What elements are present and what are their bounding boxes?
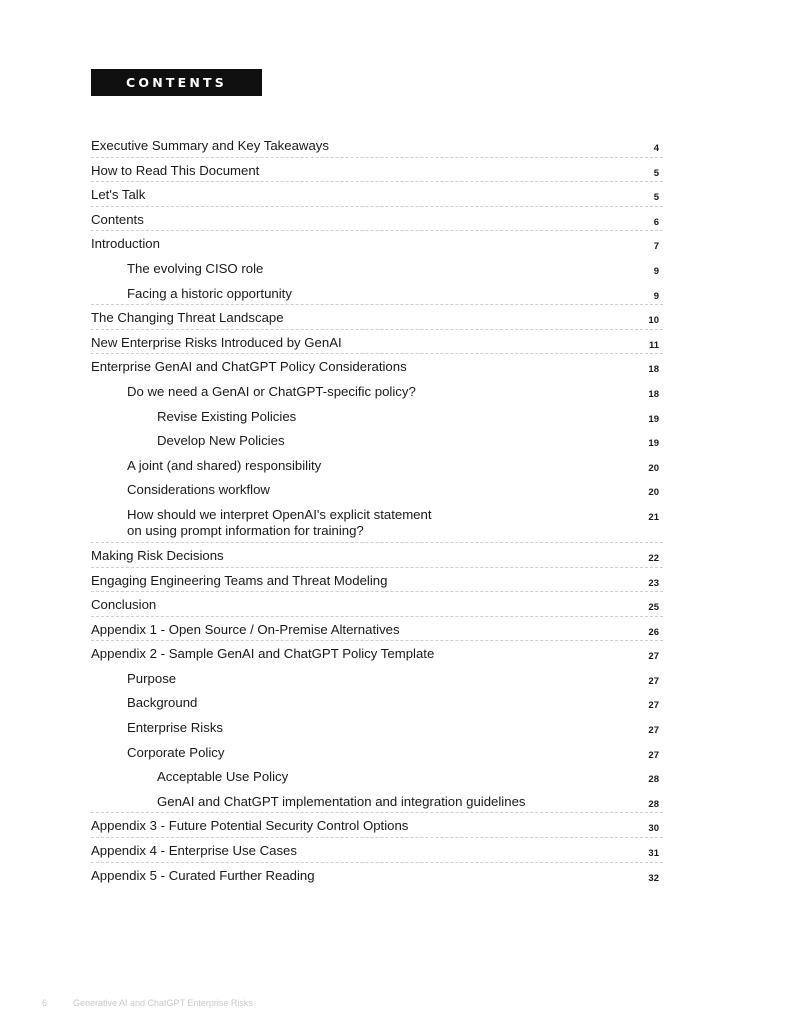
toc-entry-title: Let's Talk [91,187,146,203]
toc-entry-page: 32 [648,872,659,884]
toc-entry-page: 27 [648,700,659,712]
toc-entry-page: 27 [648,651,659,663]
toc-entry-title: Develop New Policies [157,433,285,449]
toc-entry-title: Appendix 4 - Enterprise Use Cases [91,843,297,859]
table-of-contents [91,133,663,887]
toc-entry-page: 28 [648,798,659,810]
toc-entry-page: 23 [648,577,659,589]
toc-entry-page: 27 [648,749,659,761]
toc-entry-title: GenAI and ChatGPT implementation and integration guidelines [157,793,526,809]
toc-entry[interactable] [91,592,663,617]
toc-entry[interactable] [91,740,663,765]
toc-entry-title: Purpose [127,670,177,686]
toc-entry-page: 27 [648,675,659,687]
toc-entry-title: How should we interpret OpenAI's explicit statement [127,506,432,522]
toc-entry-title: How to Read This Document [91,162,260,178]
toc-entry-title: Facing a historic opportunity [127,285,292,301]
toc-entry-page: 7 [653,241,659,253]
toc-entry[interactable] [91,543,663,568]
toc-entry-title: Corporate Policy [127,744,225,760]
toc-entry-title: Appendix 3 - Future Potential Security Control Options [91,818,409,834]
toc-entry[interactable] [91,453,663,478]
toc-entry-title: Do we need a GenAI or ChatGPT-specific policy? [127,383,416,399]
toc-entry[interactable] [91,863,663,888]
toc-entry-page: 9 [653,265,659,277]
toc-entry[interactable] [91,158,663,183]
toc-entry-title: Appendix 2 - Sample GenAI and ChatGPT Policy Template [91,646,435,662]
toc-entry-title: Background [127,695,198,711]
toc-entry-title: Appendix 5 - Curated Further Reading [91,867,315,883]
contents-heading: CONTENTS [91,69,262,96]
toc-entry-page: 20 [648,462,659,474]
toc-entry-page: 18 [648,388,659,400]
toc-entry-page: 11 [648,339,659,351]
toc-entry[interactable] [91,838,663,863]
toc-entry-page: 5 [653,167,659,179]
toc-entry-title: Appendix 1 - Open Source / On-Premise Alternatives [91,621,400,637]
toc-entry[interactable] [91,477,663,502]
toc-entry-title: Considerations workflow [127,482,270,498]
toc-entry[interactable] [91,256,663,281]
toc-entry-page: 26 [648,626,659,638]
toc-entry-page: 19 [648,413,659,425]
toc-entry-title: Introduction [91,236,160,252]
toc-entry[interactable] [91,330,663,355]
toc-entry[interactable] [91,404,663,429]
toc-entry-page: 18 [648,364,659,376]
toc-entry-title: Engaging Engineering Teams and Threat Modeling [91,572,388,588]
toc-entry-title: New Enterprise Risks Introduced by GenAI [91,334,342,350]
toc-entry-page: 9 [653,290,659,302]
toc-entry-title: Enterprise GenAI and ChatGPT Policy Considerations [91,359,407,375]
footer-document-title: Generative AI and ChatGPT Enterprise Risks [73,998,253,1008]
toc-entry-page: 30 [648,823,659,835]
toc-entry[interactable] [91,133,663,158]
toc-entry[interactable] [91,789,663,814]
toc-entry-title: Acceptable Use Policy [157,769,289,785]
toc-entry-title: Enterprise Risks [127,720,224,736]
toc-entry-page: 19 [648,438,659,450]
toc-entry-title: Executive Summary and Key Takeaways [91,138,329,153]
toc-entry-title: Revise Existing Policies [157,408,297,424]
toc-entry-page: 22 [648,552,659,564]
toc-entry-title: The Changing Threat Landscape [91,310,284,326]
toc-entry-title: Conclusion [91,597,157,613]
toc-entry-page: 31 [648,848,659,860]
toc-entry[interactable] [91,813,663,838]
toc-entry-title: Contents [91,211,144,227]
footer-page-number: 6 [42,998,48,1008]
toc-entry[interactable] [91,690,663,715]
toc-entry[interactable] [91,568,663,593]
toc-entry-title: Making Risk Decisions [91,547,224,563]
toc-entry-page: 27 [648,725,659,737]
toc-entry-page: 4 [653,143,659,154]
toc-entry[interactable] [91,281,663,306]
toc-entry-page: 20 [648,487,659,499]
page-footer [42,998,253,1008]
toc-entry-title: A joint (and shared) responsibility [127,457,322,473]
toc-entry[interactable] [91,641,663,666]
toc-entry[interactable] [91,231,663,256]
toc-entry[interactable] [91,182,663,207]
toc-entry[interactable] [91,617,663,642]
toc-entry[interactable] [91,502,663,543]
toc-entry-title-continued: on using prompt information for training? [127,522,364,538]
toc-entry-page: 10 [648,315,659,327]
toc-entry-page: 21 [648,511,659,523]
toc-entry-page: 25 [648,602,659,614]
toc-entry[interactable] [91,379,663,404]
toc-entry[interactable] [91,764,663,789]
toc-entry-page: 5 [653,192,659,204]
toc-entry-title: The evolving CISO role [127,260,264,276]
toc-entry[interactable] [91,428,663,453]
toc-entry-page: 28 [648,774,659,786]
toc-entry[interactable] [91,715,663,740]
toc-entry-page: 6 [653,216,659,228]
toc-entry[interactable] [91,305,663,330]
toc-entry[interactable] [91,207,663,232]
toc-entry[interactable] [91,666,663,691]
toc-entry[interactable] [91,354,663,379]
